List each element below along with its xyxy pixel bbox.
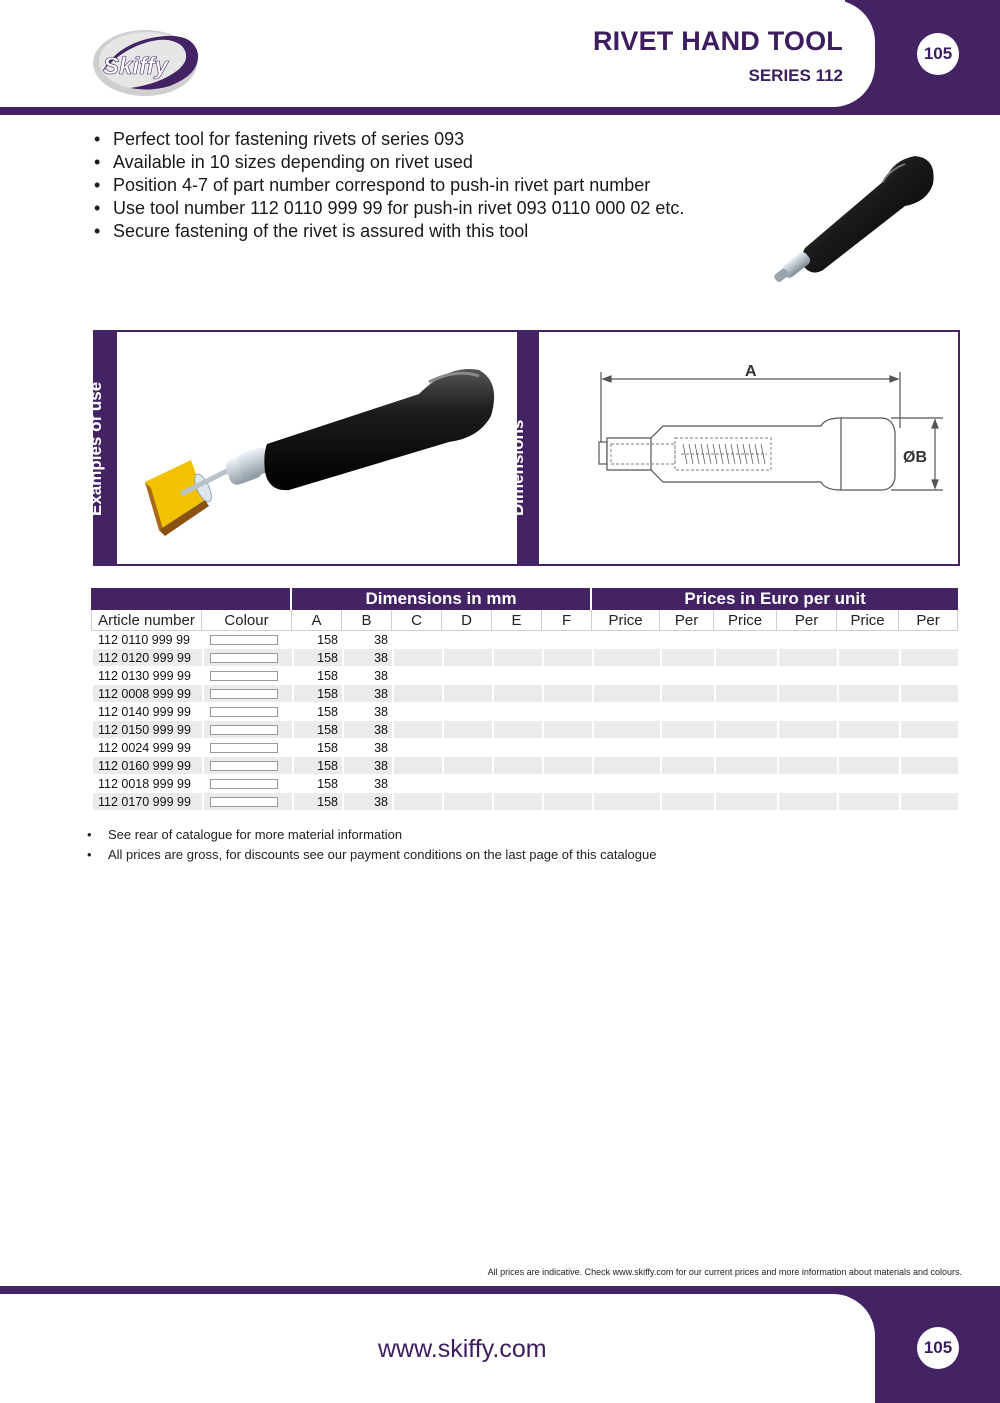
per-3-cell <box>899 649 958 667</box>
per-3-cell <box>899 721 958 739</box>
page-title: RIVET HAND TOOL <box>592 26 843 56</box>
article-number-cell: 112 0170 999 99 <box>91 793 202 811</box>
dimension-a-cell: 158 <box>292 739 342 757</box>
price-2-cell <box>714 649 777 667</box>
dimension-d-cell <box>442 703 492 721</box>
dimension-e-cell <box>492 685 542 703</box>
per-2-cell <box>777 685 837 703</box>
colour-cell <box>202 739 292 757</box>
dimension-b-cell: 38 <box>342 685 392 703</box>
dimension-e-cell <box>492 739 542 757</box>
product-image <box>765 140 940 300</box>
note-item: • All prices are gross, for discounts see our payment conditions on the last page of this catalogue <box>87 845 656 865</box>
colour-cell <box>202 631 292 649</box>
feature-item: • Available in 10 sizes depending on rivet used <box>92 151 684 174</box>
col-article-number: Article number <box>91 610 202 631</box>
per-1-cell <box>660 775 714 793</box>
per-3-cell <box>899 775 958 793</box>
dimension-a-cell: 158 <box>292 793 342 811</box>
dimension-c-cell <box>392 703 442 721</box>
per-3-cell <box>899 757 958 775</box>
feature-item: • Use tool number 112 0110 999 99 for push-in rivet 093 0110 000 02 etc. <box>92 197 684 220</box>
price-3-cell <box>837 793 899 811</box>
price-2-cell <box>714 721 777 739</box>
page-number-badge-footer: 105 <box>917 1327 959 1369</box>
dimension-d-cell <box>442 685 492 703</box>
table-group-dimensions: Dimensions in mm <box>292 588 592 610</box>
price-2-cell <box>714 757 777 775</box>
col-e: E <box>492 610 542 631</box>
feature-item: • Perfect tool for fastening rivets of series 093 <box>92 128 684 151</box>
per-1-cell <box>660 793 714 811</box>
colour-cell <box>202 775 292 793</box>
col-colour: Colour <box>202 610 292 631</box>
price-3-cell <box>837 721 899 739</box>
feature-list <box>92 128 684 243</box>
dimension-c-cell <box>392 721 442 739</box>
dimension-f-cell <box>542 703 592 721</box>
dimension-b-cell: 38 <box>342 631 392 649</box>
dimension-b-cell: 38 <box>342 739 392 757</box>
dimension-f-cell <box>542 793 592 811</box>
article-number-cell: 112 0120 999 99 <box>91 649 202 667</box>
price-2-cell <box>714 667 777 685</box>
table-row <box>91 721 958 739</box>
dimension-f-cell <box>542 631 592 649</box>
dimension-d-cell <box>442 793 492 811</box>
dimension-a-cell: 158 <box>292 775 342 793</box>
examples-label: Examples of use <box>86 381 105 516</box>
dimension-c-cell <box>392 649 442 667</box>
price-1-cell <box>592 721 660 739</box>
dimension-a-cell: 158 <box>292 721 342 739</box>
dimension-a-cell: 158 <box>292 757 342 775</box>
price-1-cell <box>592 739 660 757</box>
dimension-c-cell <box>392 631 442 649</box>
dimension-b-cell: 38 <box>342 757 392 775</box>
dimension-d-cell <box>442 739 492 757</box>
feature-item: • Secure fastening of the rivet is assured with this tool <box>92 220 684 243</box>
dimension-b-cell: 38 <box>342 703 392 721</box>
dimension-f-cell <box>542 757 592 775</box>
colour-cell <box>202 721 292 739</box>
article-number-cell: 112 0130 999 99 <box>91 667 202 685</box>
price-2-cell <box>714 631 777 649</box>
table-row <box>91 757 958 775</box>
article-number-cell: 112 0018 999 99 <box>91 775 202 793</box>
per-3-cell <box>899 685 958 703</box>
price-3-cell <box>837 703 899 721</box>
dimension-d-cell <box>442 721 492 739</box>
col-price-1: Price <box>592 610 660 631</box>
note-item: • See rear of catalogue for more material information <box>87 825 656 845</box>
dimension-f-cell <box>542 685 592 703</box>
price-3-cell <box>837 775 899 793</box>
table-row <box>91 739 958 757</box>
dimension-f-cell <box>542 649 592 667</box>
table-row <box>91 631 958 649</box>
per-1-cell <box>660 685 714 703</box>
per-2-cell <box>777 703 837 721</box>
price-1-cell <box>592 703 660 721</box>
dimension-e-cell <box>492 649 542 667</box>
website-link[interactable]: www.skiffy.com <box>378 1335 547 1363</box>
price-1-cell <box>592 631 660 649</box>
colour-swatch <box>210 797 278 807</box>
dimension-b-cell: 38 <box>342 775 392 793</box>
dimension-c-cell <box>392 775 442 793</box>
price-2-cell <box>714 739 777 757</box>
dimension-e-cell <box>492 757 542 775</box>
dimension-e-cell <box>492 631 542 649</box>
price-1-cell <box>592 757 660 775</box>
col-price-3: Price <box>837 610 899 631</box>
examples-band <box>86 332 117 564</box>
example-illustration <box>119 332 517 564</box>
per-3-cell <box>899 631 958 649</box>
dimension-a-cell: 158 <box>292 703 342 721</box>
price-3-cell <box>837 649 899 667</box>
price-1-cell <box>592 775 660 793</box>
dimension-e-cell <box>492 667 542 685</box>
col-d: D <box>442 610 492 631</box>
dimension-d-cell <box>442 649 492 667</box>
table-row <box>91 649 958 667</box>
notes-list <box>87 825 656 865</box>
article-number-cell: 112 0160 999 99 <box>91 757 202 775</box>
dimensions-label: Dimensions <box>508 419 527 516</box>
per-2-cell <box>777 649 837 667</box>
col-a: A <box>292 610 342 631</box>
dimension-d-cell <box>442 631 492 649</box>
price-1-cell <box>592 685 660 703</box>
dimension-e-cell <box>492 721 542 739</box>
dimension-a-cell: 158 <box>292 631 342 649</box>
col-per-1: Per <box>660 610 714 631</box>
colour-swatch <box>210 635 278 645</box>
table-header-blank <box>91 588 292 610</box>
col-c: C <box>392 610 442 631</box>
article-number-cell: 112 0008 999 99 <box>91 685 202 703</box>
per-2-cell <box>777 793 837 811</box>
dimension-b-cell: 38 <box>342 649 392 667</box>
table-row <box>91 775 958 793</box>
dimension-c-cell <box>392 739 442 757</box>
logo-text: Skiffy <box>103 53 168 80</box>
colour-swatch <box>210 725 278 735</box>
dimension-e-cell <box>492 793 542 811</box>
dimension-b-label: ØB <box>903 449 927 466</box>
per-1-cell <box>660 721 714 739</box>
price-table <box>91 588 958 811</box>
price-2-cell <box>714 703 777 721</box>
colour-swatch <box>210 707 278 717</box>
per-1-cell <box>660 649 714 667</box>
per-3-cell <box>899 739 958 757</box>
per-3-cell <box>899 667 958 685</box>
price-1-cell <box>592 667 660 685</box>
page-subtitle: SERIES 112 <box>748 66 843 85</box>
dimension-e-cell <box>492 703 542 721</box>
article-number-cell: 112 0150 999 99 <box>91 721 202 739</box>
per-3-cell <box>899 793 958 811</box>
per-2-cell <box>777 775 837 793</box>
colour-swatch <box>210 743 278 753</box>
colour-cell <box>202 649 292 667</box>
colour-swatch <box>210 779 278 789</box>
colour-cell <box>202 667 292 685</box>
price-2-cell <box>714 775 777 793</box>
image-panel <box>86 330 960 566</box>
price-1-cell <box>592 793 660 811</box>
colour-swatch <box>210 761 278 771</box>
colour-cell <box>202 685 292 703</box>
price-3-cell <box>837 667 899 685</box>
per-2-cell <box>777 631 837 649</box>
table-row <box>91 703 958 721</box>
dimension-e-cell <box>492 775 542 793</box>
table-row <box>91 667 958 685</box>
dimension-a-cell: 158 <box>292 667 342 685</box>
article-number-cell: 112 0024 999 99 <box>91 739 202 757</box>
dimension-f-cell <box>542 721 592 739</box>
price-3-cell <box>837 631 899 649</box>
dimension-d-cell <box>442 757 492 775</box>
table-group-prices: Prices in Euro per unit <box>592 588 958 610</box>
dimension-f-cell <box>542 667 592 685</box>
dimension-c-cell <box>392 685 442 703</box>
dimension-b-cell: 38 <box>342 721 392 739</box>
article-number-cell: 112 0110 999 99 <box>91 631 202 649</box>
per-1-cell <box>660 667 714 685</box>
col-b: B <box>342 610 392 631</box>
price-3-cell <box>837 739 899 757</box>
col-price-2: Price <box>714 610 777 631</box>
dimension-b-cell: 38 <box>342 667 392 685</box>
dimension-d-cell <box>442 667 492 685</box>
per-2-cell <box>777 721 837 739</box>
price-3-cell <box>837 685 899 703</box>
article-number-cell: 112 0140 999 99 <box>91 703 202 721</box>
per-1-cell <box>660 631 714 649</box>
dimension-a-label: A <box>745 363 757 380</box>
per-1-cell <box>660 757 714 775</box>
dimension-c-cell <box>392 667 442 685</box>
per-1-cell <box>660 739 714 757</box>
price-2-cell <box>714 793 777 811</box>
dimension-c-cell <box>392 793 442 811</box>
price-3-cell <box>837 757 899 775</box>
skiffy-logo[interactable] <box>90 22 205 100</box>
disclaimer: All prices are indicative. Check www.skiffy.com for our current prices and more information about materials and colours. <box>487 1267 962 1277</box>
col-per-3: Per <box>899 610 958 631</box>
per-2-cell <box>777 667 837 685</box>
table-row <box>91 685 958 703</box>
dimension-f-cell <box>542 739 592 757</box>
colour-cell <box>202 757 292 775</box>
colour-swatch <box>210 689 278 699</box>
price-1-cell <box>592 649 660 667</box>
dimension-f-cell <box>542 775 592 793</box>
per-3-cell <box>899 703 958 721</box>
colour-cell <box>202 793 292 811</box>
colour-cell <box>202 703 292 721</box>
feature-item: • Position 4-7 of part number correspond to push-in rivet part number <box>92 174 684 197</box>
colour-swatch <box>210 671 278 681</box>
col-f: F <box>542 610 592 631</box>
dimensions-drawing <box>541 332 958 564</box>
dimension-a-cell: 158 <box>292 685 342 703</box>
colour-swatch <box>210 653 278 663</box>
per-2-cell <box>777 757 837 775</box>
col-per-2: Per <box>777 610 837 631</box>
dimension-b-cell: 38 <box>342 793 392 811</box>
dimension-c-cell <box>392 757 442 775</box>
table-row <box>91 793 958 811</box>
dimension-d-cell <box>442 775 492 793</box>
dimensions-band <box>508 332 539 564</box>
per-1-cell <box>660 703 714 721</box>
page-number-badge: 105 <box>917 33 959 75</box>
price-2-cell <box>714 685 777 703</box>
per-2-cell <box>777 739 837 757</box>
dimension-a-cell: 158 <box>292 649 342 667</box>
